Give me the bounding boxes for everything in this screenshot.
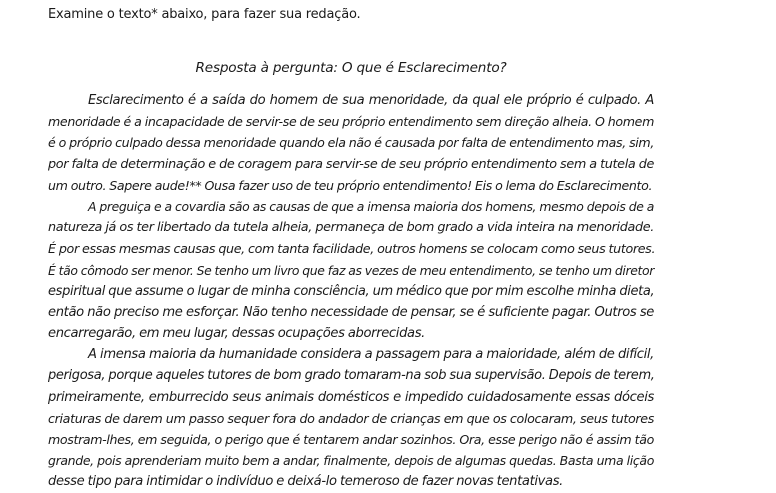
paragraph-3-line-4: criaturas de darem um passo sequer fora do andador de crianças em que os colocaram, seus tutores — [48, 410, 654, 426]
paragraph-1-line-4: por falta de determinação e de coragem para servir-se de seu próprio entendimento sem a tutela de — [48, 156, 654, 172]
paragraph-2-line-4: É tão cômodo ser menor. Se tenho um livro que faz as vezes de meu entendimento, se tenho um diretor — [48, 262, 654, 278]
document-body — [48, 90, 654, 493]
paragraph-3-line-2: perigosa, porque aqueles tutores de bom grado tomaram-na sob sua supervisão. Depois de terem, — [48, 368, 655, 384]
paragraph-2-line-2: natureza já os ter libertado da tutela alheia, permaneça de bom grado a vida inteira na menoridade. — [48, 220, 654, 236]
instruction-text: Examine o texto* abaixo, para fazer sua redação. — [48, 7, 361, 22]
paragraph-1-line-2: menoridade é a incapacidade de servir-se de seu próprio entendimento sem direção alheia. O homem — [48, 114, 654, 130]
paragraph-2-line-6: então não preciso me esforçar. Não tenho necessidade de pensar, se é suficiente pagar. Outros se — [48, 304, 654, 320]
paragraph-2-line-3: É por essas mesmas causas que, com tanta facilidade, outros homens se colocam como seus tutores. — [48, 241, 656, 257]
document-title: Resposta à pergunta: O que é Esclarecimento? — [195, 60, 507, 76]
paragraph-3-line-7: desse tipo para intimidar o indivíduo e deixá-lo temeroso de fazer novas tentativas. — [48, 474, 563, 490]
paragraph-2-line-7: encarregarão, em meu lugar, dessas ocupações aborrecidas. — [48, 326, 425, 342]
paragraph-2-line-5: espiritual que assume o lugar de minha consciência, um médico que por mim escolhe minha dieta, — [48, 283, 655, 299]
paragraph-3-line-3: primeiramente, emburrecido seus animais domésticos e impedido cuidadosamente essas dóceis — [48, 389, 654, 405]
paragraph-2-line-1: A preguiça e a covardia são as causas de que a imensa maioria dos homens, mesmo depois de a — [88, 198, 654, 214]
paragraph-3-line-1: A imensa maioria da humanidade considera a passagem para a maioridade, além de difícil, — [88, 347, 654, 363]
paragraph-3-line-6: grande, pois aprenderiam muito bem a andar, finalmente, depois de algumas quedas. Basta uma lição — [48, 453, 654, 469]
paragraph-1-line-5: um outro. Sapere aude!** Ousa fazer uso de teu próprio entendimento! Eis o lema do Esclarecimento. — [48, 177, 653, 193]
paragraph-3-line-5: mostram-lhes, em seguida, o perigo que é tentarem andar sozinhos. Ora, esse perigo não é assim tão — [48, 432, 654, 447]
paragraph-1-line-1: Esclarecimento é a saída do homem de sua menoridade, da qual ele próprio é culpado. A — [88, 93, 654, 108]
paragraph-1-line-3: é o próprio culpado dessa menoridade quando ela não é causada por falta de entendimento mas, sim, — [48, 135, 654, 151]
